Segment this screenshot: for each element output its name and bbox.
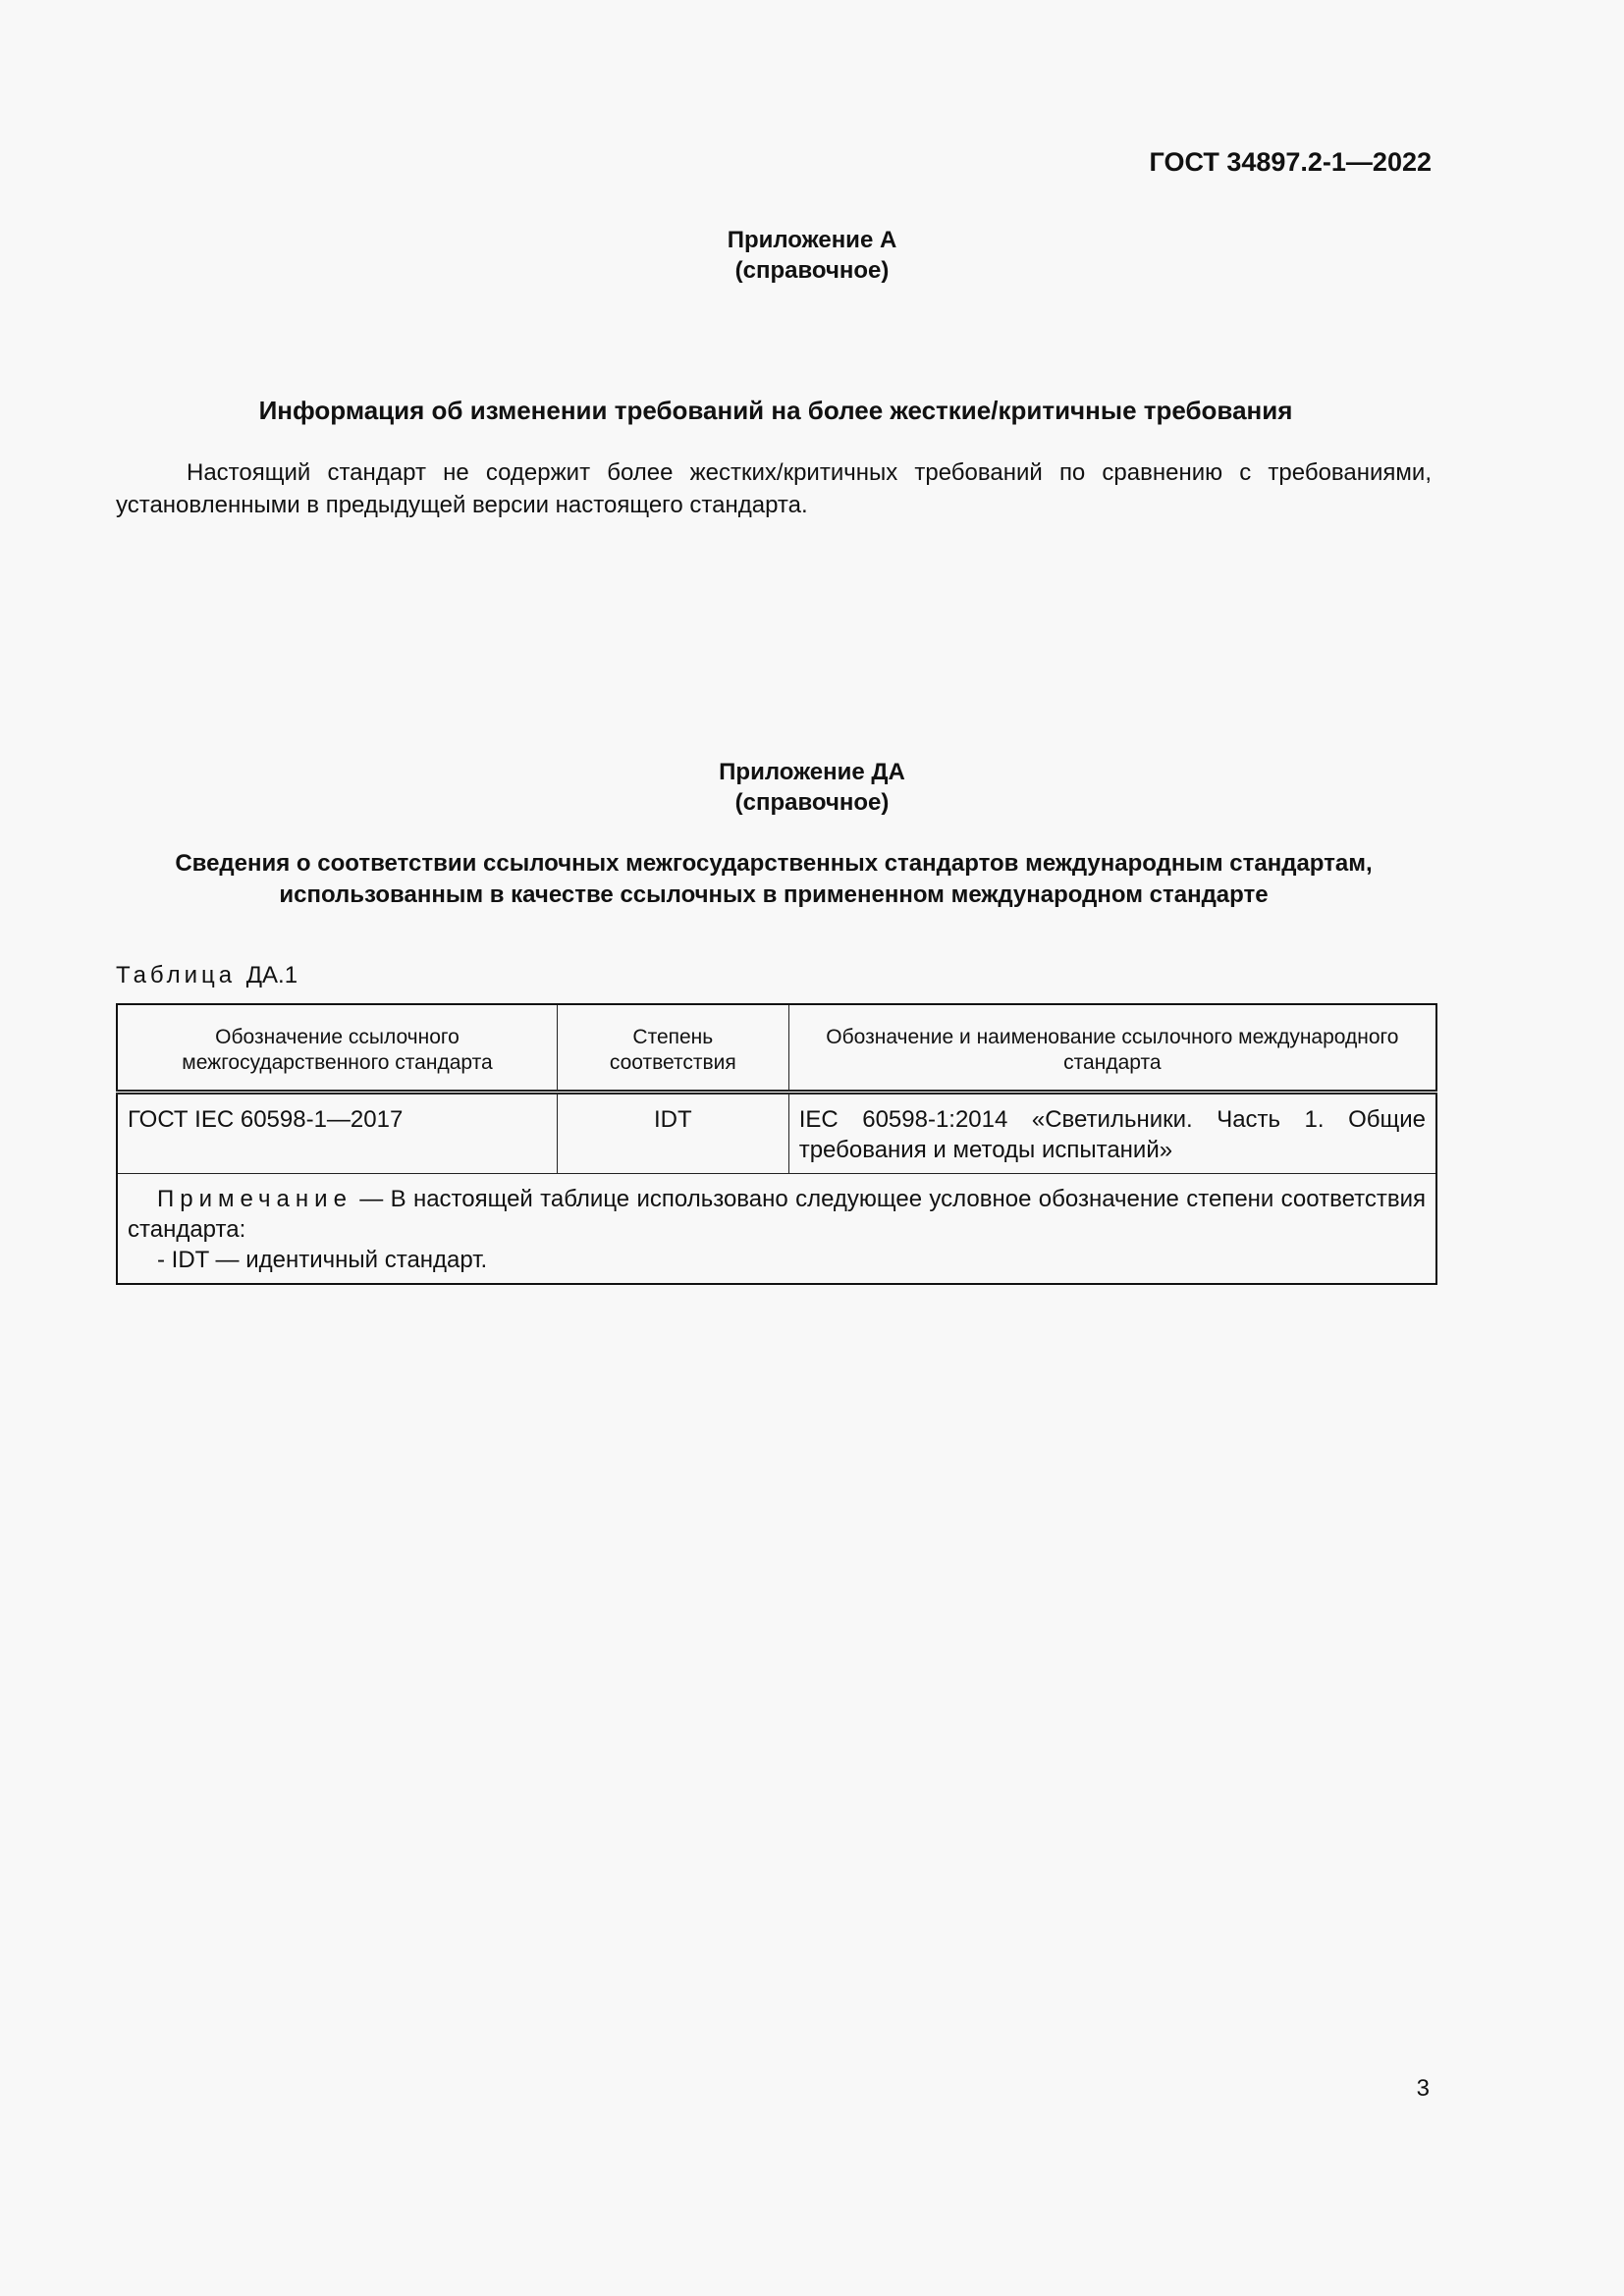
appendix-a-subtitle: (справочное) [734,257,890,284]
appendix-a-title [0,225,1624,286]
table-label [116,962,298,989]
page-number: 3 [1416,2075,1430,2102]
header-designation: Обозначение ссылочного межгосударственного стандарта [117,1004,557,1093]
appendix-da-subtitle: (справочное) [734,789,890,816]
table-note [117,1174,1436,1285]
appendix-a-title-text: Приложение А [727,227,897,253]
table-label-number: ДА.1 [245,962,298,988]
appendix-da-heading-line1: Сведения о соответствии ссылочных межгосударственных стандартов международным стандартам, [175,850,1373,877]
appendix-da-title-text: Приложение ДА [719,759,905,785]
header-degree: Степень соответствия [557,1004,788,1093]
appendix-a-paragraph: Настоящий стандарт не содержит более жестких/критичных требований по сравнению с требованиями, установленными в предыдущей версии настоящего стандарта. [116,459,1432,518]
cell-designation: ГОСТ IEC 60598-1—2017 [117,1093,557,1174]
appendix-da-heading [116,848,1432,911]
appendix-da-heading-line2: использованным в качестве ссылочных в примененном международном стандарте [279,881,1269,908]
cell-international: IEC 60598-1:2014 «Светильники. Часть 1. Общие требования и методы испытаний» [788,1093,1436,1174]
reference-standards-table [116,1003,1437,1285]
header-international: Обозначение и наименование ссылочного международного стандарта [788,1004,1436,1093]
table-note-row [117,1174,1436,1285]
note-item: - IDT — идентичный стандарт. [157,1247,488,1273]
table-header-row [117,1004,1436,1093]
note-label: Примечание [157,1186,352,1212]
appendix-a-heading: Информация об изменении требований на более жесткие/критичные требования [258,396,1293,425]
cell-degree: IDT [557,1093,788,1174]
note-line [128,1184,1426,1245]
document-code: ГОСТ 34897.2-1—2022 [1149,147,1432,177]
note-text: — В настоящей таблице использовано следующее условное обозначение степени соответствия стандарта: [128,1186,1426,1243]
table-label-word: Таблица [116,962,237,988]
table-row [117,1093,1436,1174]
appendix-da-title [0,757,1624,818]
